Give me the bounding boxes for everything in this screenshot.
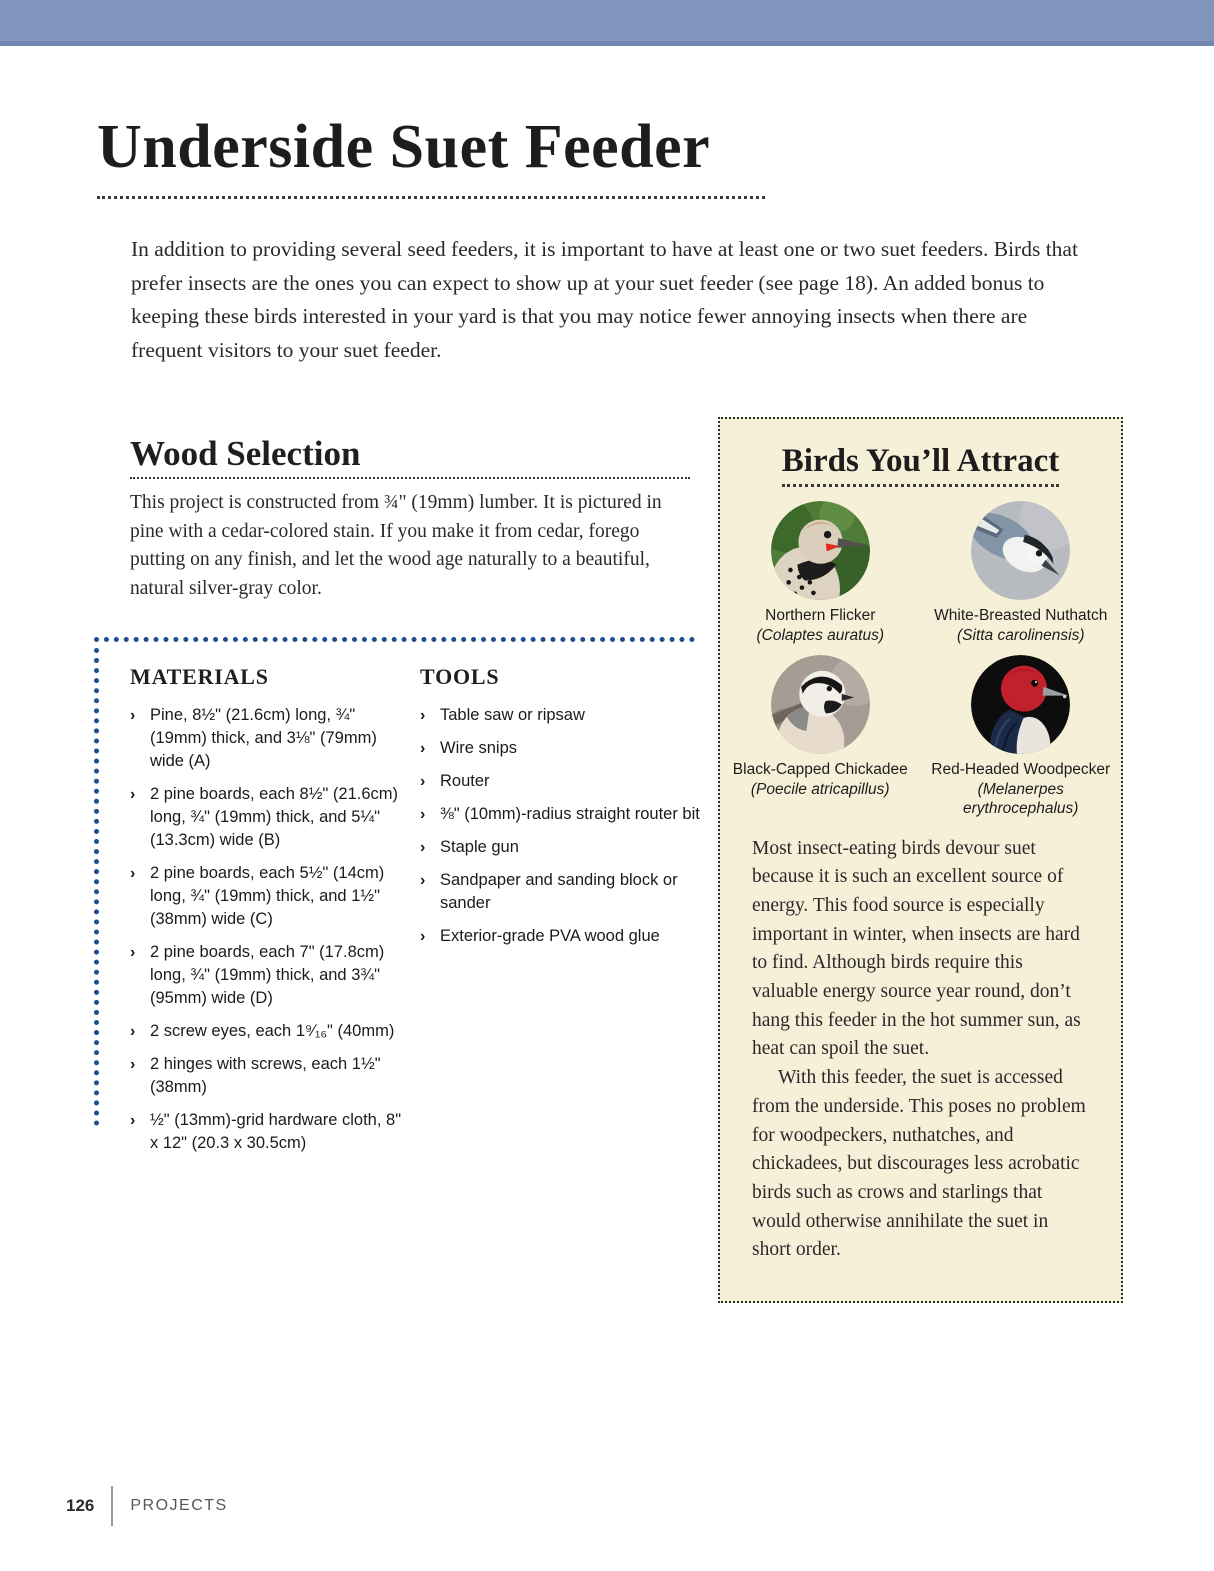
tools-item-text: Router bbox=[440, 772, 490, 790]
list-bullet-icon: › bbox=[130, 865, 136, 882]
materials-list-item bbox=[130, 704, 404, 773]
materials-item-text: 2 pine boards, each 8½" (21.6cm) long, ¾" (19mm) thick, and 5¼" (13.3cm) wide (B) bbox=[150, 785, 398, 849]
tools-item-text: Exterior-grade PVA wood glue bbox=[440, 927, 660, 945]
birds-sidebar-body bbox=[720, 819, 1121, 1266]
bird-cell-red-headed-woodpecker bbox=[921, 655, 1122, 819]
tools-list-item bbox=[420, 836, 700, 859]
bird-latin-name: (Sitta carolinensis) bbox=[957, 626, 1085, 644]
tools-list-item bbox=[420, 770, 700, 793]
materials-item-text: 2 pine boards, each 7" (17.8cm) long, ¾" (19mm) thick, and 3¾" (95mm) wide (D) bbox=[150, 943, 385, 1007]
birds-body-paragraph: With this feeder, the suet is accessed from the underside. This poses no problem for woodpeckers, nuthatches, and chickadees, but discourages less acrobatic birds such as crows and starlings that would otherwise annihilate the suet in short order. bbox=[752, 1067, 1086, 1261]
bird-latin-name: (Colaptes auratus) bbox=[756, 626, 884, 644]
list-bullet-icon: › bbox=[420, 806, 426, 823]
page-footer bbox=[66, 1486, 228, 1526]
materials-list-item bbox=[130, 862, 404, 931]
tools-item-text: Wire snips bbox=[440, 739, 518, 757]
list-bullet-icon: › bbox=[420, 740, 426, 757]
list-bullet-icon: › bbox=[130, 944, 136, 961]
page-top-color-band bbox=[0, 0, 1214, 46]
list-bullet-icon: › bbox=[420, 707, 426, 724]
bird-photo-grid bbox=[720, 501, 1121, 819]
materials-item-text: 2 screw eyes, each 1⁹⁄₁₆" (40mm) bbox=[150, 1022, 395, 1040]
tools-heading: TOOLS bbox=[420, 664, 500, 689]
tools-item-text: Sandpaper and sanding block or sander bbox=[440, 871, 678, 912]
materials-list-item bbox=[130, 941, 404, 1010]
materials-heading: MATERIALS bbox=[130, 664, 269, 689]
page-title: Underside Suet Feeder bbox=[97, 113, 711, 181]
wood-selection-heading: Wood Selection bbox=[130, 434, 361, 473]
bird-name: White-Breasted Nuthatch bbox=[934, 607, 1108, 624]
materials-tools-box bbox=[94, 637, 700, 1152]
materials-list-item bbox=[130, 1020, 404, 1043]
footer-section-label: PROJECTS bbox=[130, 1497, 228, 1514]
tools-item-text: ⅜" (10mm)-radius straight router bit bbox=[440, 805, 700, 823]
footer-divider bbox=[111, 1486, 113, 1526]
list-bullet-icon: › bbox=[130, 707, 136, 724]
tools-column bbox=[420, 664, 700, 1165]
tools-list-item bbox=[420, 869, 700, 915]
northern-flicker-photo bbox=[771, 501, 870, 600]
birds-body-paragraph: Most insect-eating birds devour suet because it is such an excellent source of energy. This food source is especially important in winter, when insects are hard to find. Although birds require this valuable energy source year round, don’t hang this feeder in the hot summer sun, as heat can spoil the suet. bbox=[752, 837, 1081, 1060]
tools-list bbox=[420, 704, 700, 948]
materials-column bbox=[130, 664, 404, 1165]
bird-cell-black-capped-chickadee bbox=[720, 655, 921, 819]
bird-name: Red-Headed Woodpecker bbox=[931, 761, 1111, 778]
list-bullet-icon: › bbox=[130, 786, 136, 803]
intro-paragraph: In addition to providing several seed feeders, it is important to have at least one or two suet feeders. Birds that prefer insects are the ones you can expect to show up at your suet feeder (see page 18). An added bonus to keeping these birds interested in your yard is that you may notice fewer annoying insects when there are frequent visitors to your suet feeder. bbox=[131, 237, 1078, 362]
red-headed-woodpecker-photo bbox=[971, 655, 1070, 754]
tools-list-item bbox=[420, 925, 700, 948]
tools-list-item bbox=[420, 704, 700, 727]
tools-list-item bbox=[420, 737, 700, 760]
materials-list bbox=[130, 704, 404, 1155]
bird-cell-white-breasted-nuthatch bbox=[921, 501, 1122, 645]
list-bullet-icon: › bbox=[130, 1056, 136, 1073]
tools-item-text: Table saw or ripsaw bbox=[440, 706, 585, 724]
list-bullet-icon: › bbox=[420, 928, 426, 945]
wood-selection-dotted-rule bbox=[130, 477, 690, 479]
birds-sidebar-heading: Birds You’ll Attract bbox=[782, 443, 1059, 487]
materials-item-text: 2 pine boards, each 5½" (14cm) long, ¾" (19mm) thick, and 1½" (38mm) wide (C) bbox=[150, 864, 385, 928]
materials-list-item bbox=[130, 783, 404, 852]
bird-name: Northern Flicker bbox=[765, 607, 876, 624]
birds-you-will-attract-sidebar bbox=[718, 417, 1123, 1303]
materials-item-text: ½" (13mm)-grid hardware cloth, 8" x 12" (20.3 x 30.5cm) bbox=[150, 1111, 402, 1152]
bird-name: Black-Capped Chickadee bbox=[732, 761, 908, 778]
materials-item-text: 2 hinges with screws, each 1½" (38mm) bbox=[150, 1055, 381, 1096]
wood-selection-paragraph: This project is constructed from ¾" (19mm) lumber. It is pictured in pine with a cedar-colored stain. If you make it from cedar, forego putting on any finish, and let the wood age naturally to a beautiful, natural silver-gray color. bbox=[130, 492, 662, 599]
page-number: 126 bbox=[66, 1496, 95, 1515]
bird-latin-name: (Melanerpes erythrocephalus) bbox=[963, 780, 1079, 817]
title-dotted-rule bbox=[97, 196, 765, 199]
white-breasted-nuthatch-photo bbox=[971, 501, 1070, 600]
materials-box-left-dotted-rule bbox=[94, 648, 99, 1126]
list-bullet-icon: › bbox=[420, 872, 426, 889]
list-bullet-icon: › bbox=[420, 839, 426, 856]
materials-list-item bbox=[130, 1053, 404, 1099]
black-capped-chickadee-photo bbox=[771, 655, 870, 754]
tools-list-item bbox=[420, 803, 700, 826]
materials-item-text: Pine, 8½" (21.6cm) long, ¾" (19mm) thick, and 3⅛" (79mm) wide (A) bbox=[150, 706, 377, 770]
list-bullet-icon: › bbox=[420, 773, 426, 790]
materials-list-item bbox=[130, 1109, 404, 1155]
tools-item-text: Staple gun bbox=[440, 838, 519, 856]
bird-latin-name: (Poecile atricapillus) bbox=[750, 780, 890, 798]
bird-cell-northern-flicker bbox=[720, 501, 921, 645]
list-bullet-icon: › bbox=[130, 1023, 136, 1040]
list-bullet-icon: › bbox=[130, 1112, 136, 1129]
